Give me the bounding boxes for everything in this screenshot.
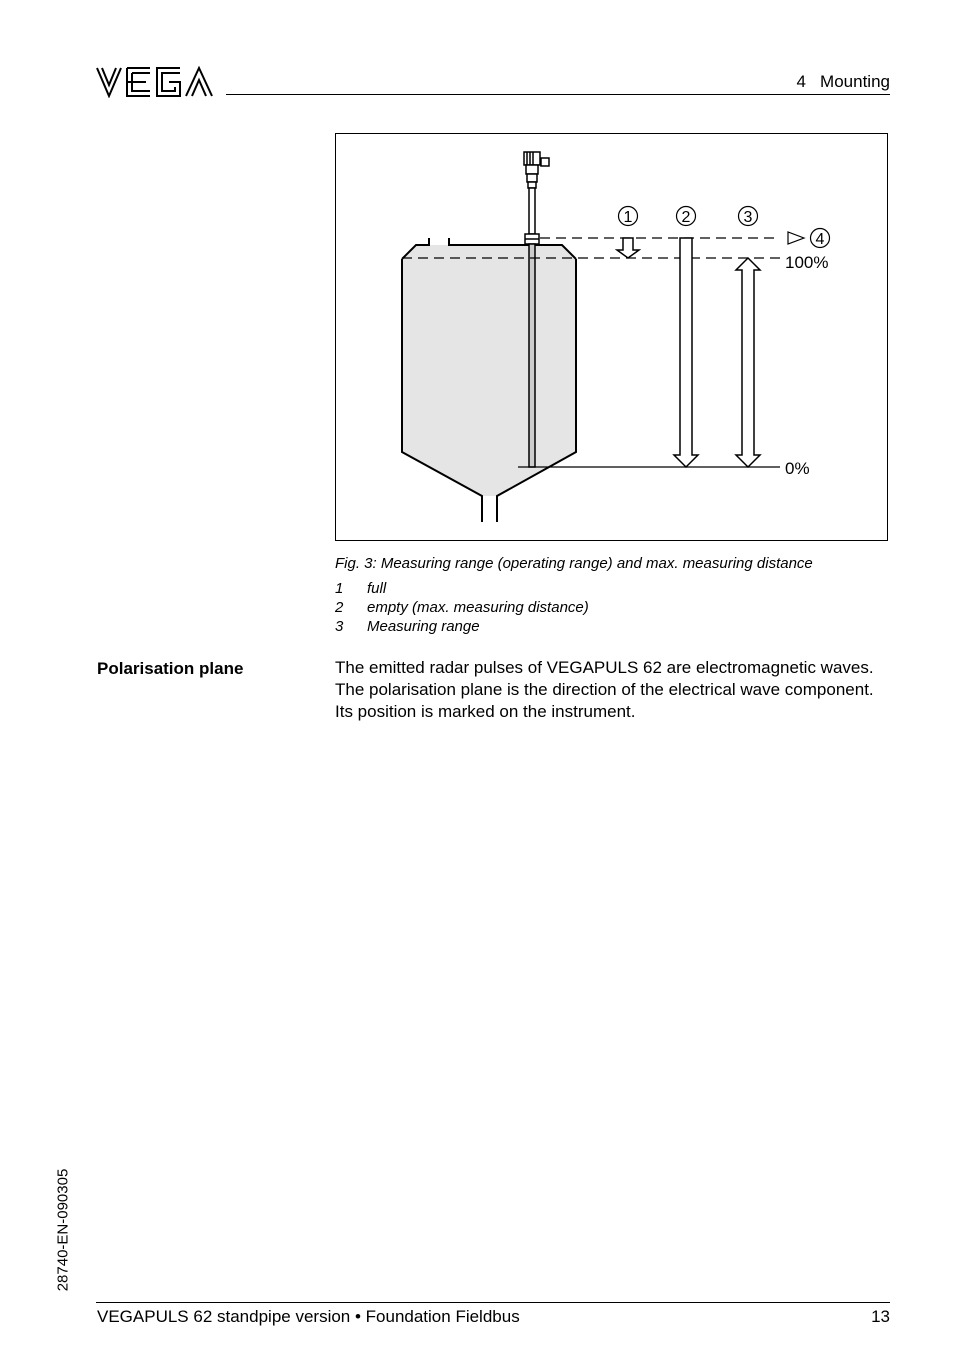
tank: [402, 238, 576, 522]
tank-fill: [402, 245, 576, 496]
figure-caption: Fig. 3: Measuring range (operating range) and max. measuring distance: [335, 555, 813, 572]
legend-item: [335, 580, 386, 597]
callout-3: [739, 207, 758, 227]
footer-title: VEGAPULS 62 standpipe version • Foundation Fieldbus: [97, 1307, 520, 1326]
callout-1: [619, 207, 638, 227]
legend-number: 3: [335, 618, 344, 635]
level-0-label: 0%: [785, 459, 810, 478]
callout-2: [677, 207, 696, 227]
reference-plane-marker-icon: [788, 232, 804, 244]
svg-text:3: 3: [743, 209, 753, 226]
footer-rule: [96, 1302, 890, 1303]
arrow-full: [617, 238, 639, 258]
section-body: The emitted radar pulses of VEGAPULS 62 are electromagnetic waves. The polarisation plane is the direction of the electrical wave component. Its position is marked on the instrument.: [335, 658, 874, 721]
legend-text: Measuring range: [367, 618, 480, 635]
measuring-range-diagram: [336, 134, 887, 540]
callout-4: [811, 229, 830, 249]
legend-number: 2: [335, 599, 344, 616]
legend-text: full: [367, 580, 387, 597]
svg-text:2: 2: [681, 209, 691, 226]
doc-id: 28740-EN-090305: [54, 1168, 72, 1292]
legend-item: [335, 599, 589, 616]
doc-id-margin: [52, 1155, 74, 1305]
header-rule: [226, 94, 890, 95]
arrow-measuring-range: [736, 258, 760, 467]
arrow-empty: [674, 238, 698, 467]
svg-text:4: 4: [815, 231, 825, 248]
legend-item: [335, 618, 480, 635]
section-header: 4 Mounting: [796, 72, 890, 91]
section-heading: Polarisation plane: [97, 659, 244, 678]
legend-number: 1: [335, 580, 344, 597]
level-100-label: 100%: [785, 253, 829, 272]
svg-text:1: 1: [623, 209, 633, 226]
legend-text: empty (max. measuring distance): [367, 599, 589, 616]
vega-logo: [96, 66, 214, 98]
page-number: 13: [871, 1307, 890, 1326]
